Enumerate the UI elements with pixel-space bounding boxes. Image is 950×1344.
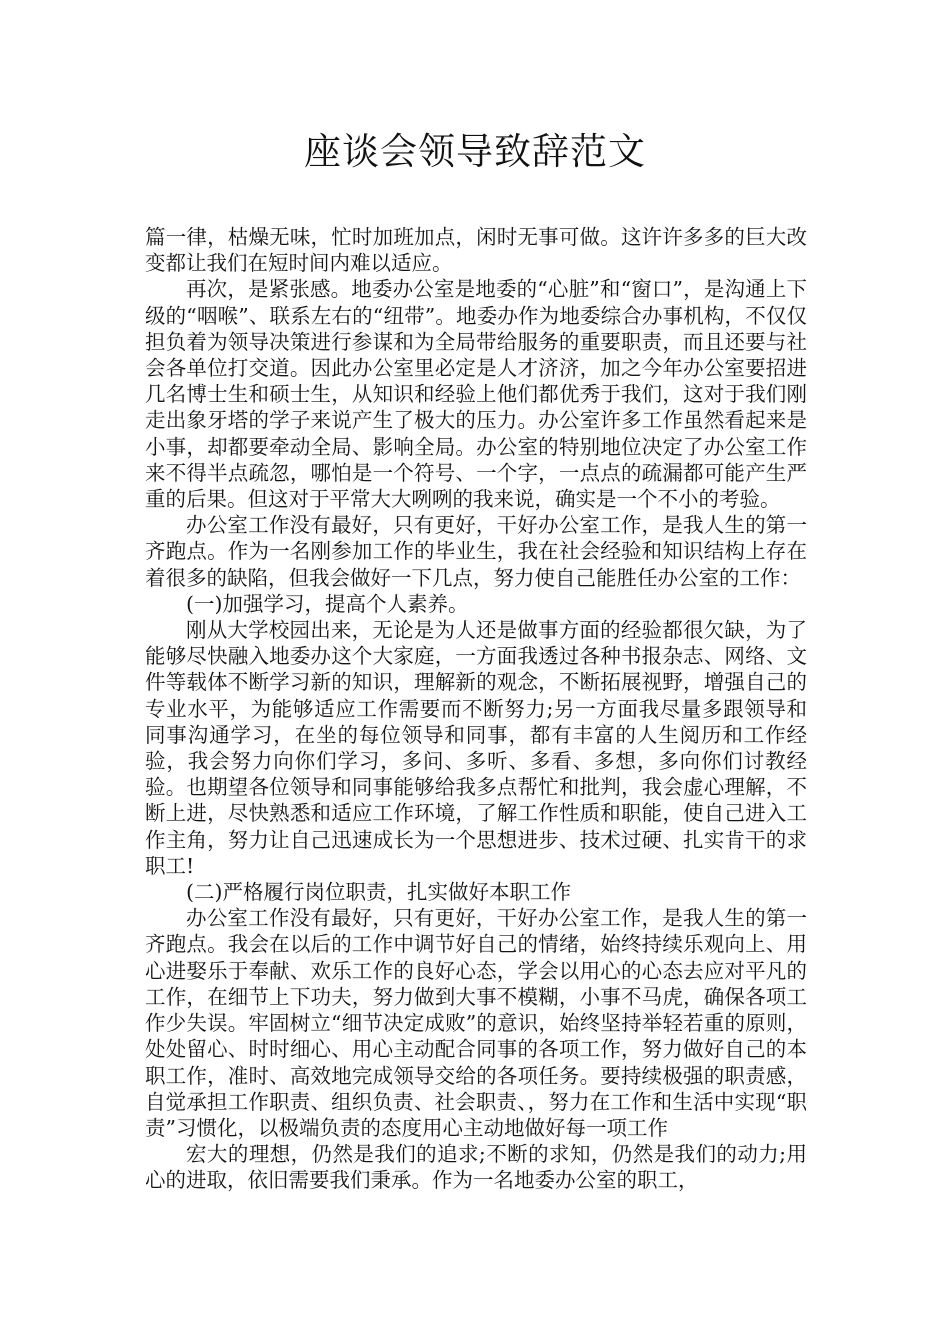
- paragraph-1: 篇一律，枯燥无味，忙时加班加点，闲时无事可做。这许许多多的巨大改变都让我们在短时间内难以适应。: [145, 225, 807, 276]
- paragraph-4: 刚从大学校园出来，无论是为人还是做事方面的经验都很欠缺，为了能够尽快融入地委办这个大家庭，一方面我透过各种书报杂志、网络、文件等载体不断学习新的知识，理解新的观念，不断拓展视野，增强自己的专业水平，为能够适应工作需要而不断努力;另一方面我尽量多跟领导和同事沟通学习，在坐的每位领导和同事，都有丰富的人生阅历和工作经验，我会努力向你们学习，多问、多听、多看、多想，多向你们讨教经验。也期望各位领导和同事能够给我多点帮忙和批判，我会虚心理解，不断上进，尽快熟悉和适应工作环境，了解工作性质和职能，使自己进入工作主角，努力让自己迅速成长为一个思想进步、技术过硬、扎实肯干的求职工!: [145, 618, 807, 878]
- paragraph-3: 办公室工作没有最好，只有更好，干好办公室工作，是我人生的第一齐跑点。作为一名刚参加工作的毕业生，我在社会经验和知识结构上存在着很多的缺陷，但我会做好一下几点，努力使自己能胜任办公室的工作：: [145, 513, 807, 590]
- section-heading-1: (一)加强学习，提高个人素养。: [186, 591, 469, 616]
- document-body: [145, 224, 807, 1194]
- paragraph-5: 办公室工作没有最好，只有更好，干好办公室工作，是我人生的第一齐跑点。我会在以后的工作中调节好自己的情绪，始终持续乐观向上、用心进娶乐于奉献、欢乐工作的良好心态，学会以用心的心态去应对平凡的工作，在细节上下功夫，努力做到大事不模糊，小事不马虎，确保各项工作少失误。牢固树立“细节决定成败”的意识，始终坚持举轻若重的原则，处处留心、时时细心、用心主动配合同事的各项工作，努力做好自己的本职工作，准时、高效地完成领导交给的各项任务。要持续极强的职责感，自觉承担工作职责、组织负责、社会职责、，努力在工作和生活中实现“职责”习惯化，以极端负责的态度用心主动地做好每一项工作: [145, 906, 807, 1140]
- section-heading-2: (二)严格履行岗位职责，扎实做好本职工作: [186, 880, 571, 905]
- paragraph-6: 宏大的理想，仍然是我们的追求;不断的求知，仍然是我们的动力;用心的进取，依旧需要我们秉承。作为一名地委办公室的职工，: [145, 1142, 807, 1193]
- document-title: 座谈会领导致辞范文: [304, 130, 646, 173]
- paragraph-2: 再次，是紧张感。地委办公室是地委的“心脏”和“窗口”，是沟通上下级的“咽喉”、联系左右的“纽带”。地委办作为地委综合办事机构，不仅仅担负着为领导决策进行参谋和为全局带给服务的重要职责，而且还要与社会各单位打交道。因此办公室里必定是人才济济，加之今年办公室要招进几名博士生和硕士生，从知识和经验上他们都优秀于我们，这对于我们刚走出象牙塔的学子来说产生了极大的压力。办公室许多工作虽然看起来是小事，却都要牵动全局、影响全局。办公室的特别地位决定了办公室工作来不得半点疏忽，哪怕是一个符号、一个字，一点点的疏漏都可能产生严重的后果。但这对于平常大大咧咧的我来说，确实是一个不小的考验。: [145, 277, 807, 512]
